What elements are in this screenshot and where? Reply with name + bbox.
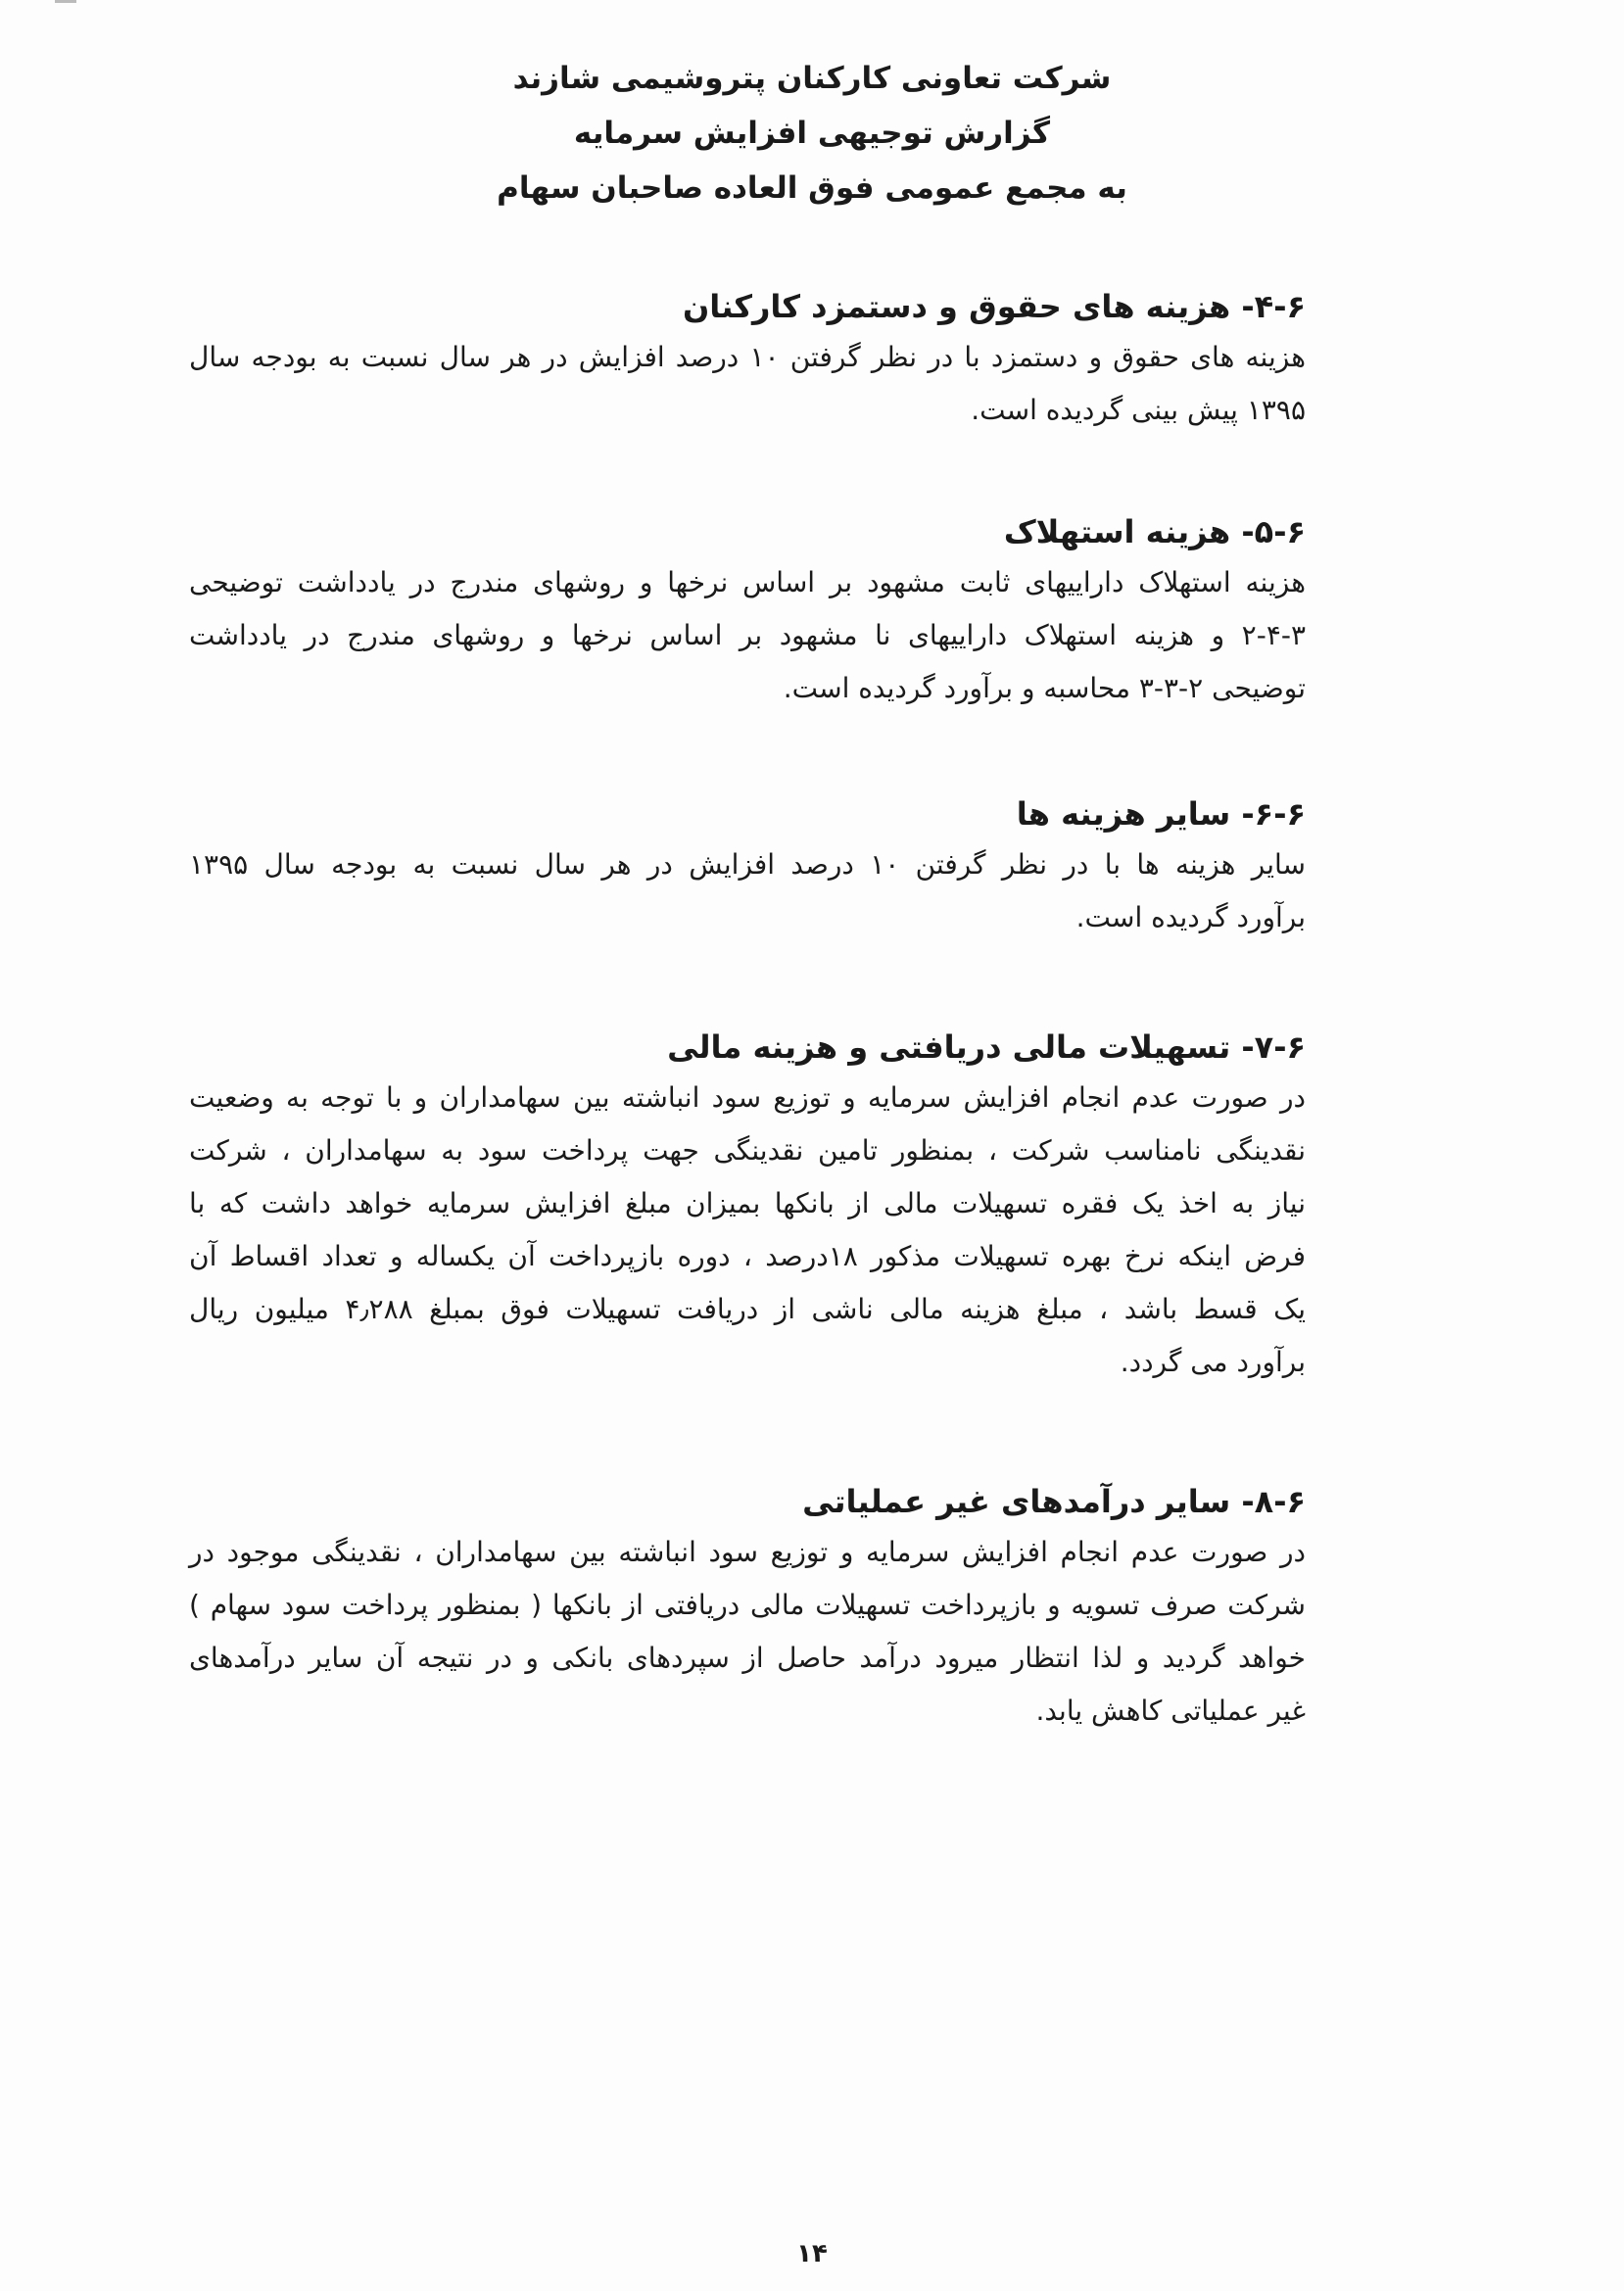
section-heading: ۸-۶- سایر درآمدهای غیر عملیاتی: [802, 1483, 1306, 1520]
section-paragraph: [189, 838, 1306, 944]
paragraph-line: نقدینگی نامناسب شرکت ، بمنظور تامین نقدینگی جهت پرداخت سود به سهامداران ، شرکت: [189, 1134, 1306, 1167]
section-other-costs: [189, 789, 1306, 944]
section-heading: ۶-۶- سایر هزینه ها: [1016, 795, 1306, 833]
section-heading: ۴-۶- هزینه های حقوق و دستمزد کارکنان: [682, 288, 1306, 325]
paragraph-line: توضیحی ۲-۳-۳ محاسبه و برآورد گردیده است.: [783, 672, 1306, 704]
section-paragraph: [189, 556, 1306, 715]
paragraph-line: یک قسط باشد ، مبلغ هزینه مالی ناشی از دریافت تسهیلات فوق بمبلغ ۴٫۲۸۸ میلیون ریال: [189, 1293, 1307, 1325]
paragraph-line: فرض اینکه نرخ بهره تسهیلات مذکور ۱۸درصد ، دوره بازپرداخت آن یکساله و تعداد اقساط آن: [189, 1240, 1306, 1272]
section-salary-costs: [189, 282, 1306, 437]
paragraph-line: هزینه های حقوق و دستمزد با در نظر گرفتن ۱۰ درصد افزایش در هر سال نسبت به بودجه سال: [189, 341, 1306, 373]
page-number: ۱۴: [796, 2239, 828, 2268]
section-non-operating-income: [189, 1477, 1306, 1738]
section-paragraph: [189, 1072, 1306, 1389]
paragraph-line: در صورت عدم انجام افزایش سرمایه و توزیع سود انباشته بین سهامداران ، نقدینگی موجود در: [189, 1536, 1306, 1568]
paragraph-line: هزینه استهلاک داراییهای ثابت مشهود بر اساس نرخها و روشهای مندرج در یادداشت توضیحی: [189, 566, 1306, 598]
section-heading: ۷-۶- تسهیلات مالی دریافتی و هزینه مالی: [667, 1028, 1306, 1066]
paragraph-line: نیاز به اخذ یک فقره تسهیلات مالی از بانکها بمیزان مبلغ افزایش سرمایه خواهد داشت که با: [189, 1187, 1306, 1219]
section-heading: ۵-۶- هزینه استهلاک: [1003, 513, 1306, 550]
paragraph-line: غیر عملیاتی کاهش یابد.: [1035, 1694, 1306, 1727]
section-financial-facilities: [189, 1023, 1306, 1389]
paragraph-line: خواهد گردید و لذا انتظار میرود درآمد حاصل از سپردهای بانکی و در نتیجه آن سایر درآمدهای: [189, 1642, 1306, 1674]
report-subtitle: به مجمع عمومی فوق العاده صاحبان سهام: [497, 170, 1127, 206]
paragraph-line: برآورد می گردد.: [1120, 1346, 1306, 1378]
paragraph-line: سایر هزینه ها با در نظر گرفتن ۱۰ درصد افزایش در هر سال نسبت به بودجه سال ۱۳۹۵: [189, 848, 1306, 881]
section-paragraph: [189, 1526, 1306, 1738]
scan-mark: [55, 0, 76, 3]
section-depreciation: [189, 507, 1306, 715]
section-paragraph: [189, 331, 1306, 437]
paragraph-line: شرکت صرف تسویه و بازپرداخت تسهیلات مالی دریافتی از بانکها ( بمنظور پرداخت سود سهام ): [189, 1589, 1306, 1621]
paragraph-line: ۲-۴-۳ و هزینه استهلاک داراییهای نا مشهود بر اساس نرخها و روشهای مندرج در یادداشت: [189, 619, 1306, 651]
report-title: گزارش توجیهی افزایش سرمایه: [573, 116, 1051, 151]
paragraph-line: برآورد گردیده است.: [1075, 901, 1306, 933]
company-name: شرکت تعاونی کارکنان پتروشیمی شازند: [512, 61, 1112, 96]
paragraph-line: ۱۳۹۵ پیش بینی گردیده است.: [971, 394, 1306, 426]
document-header: [0, 51, 1624, 215]
paragraph-line: در صورت عدم انجام افزایش سرمایه و توزیع سود انباشته بین سهامداران و با توجه به وضعیت: [189, 1081, 1306, 1114]
